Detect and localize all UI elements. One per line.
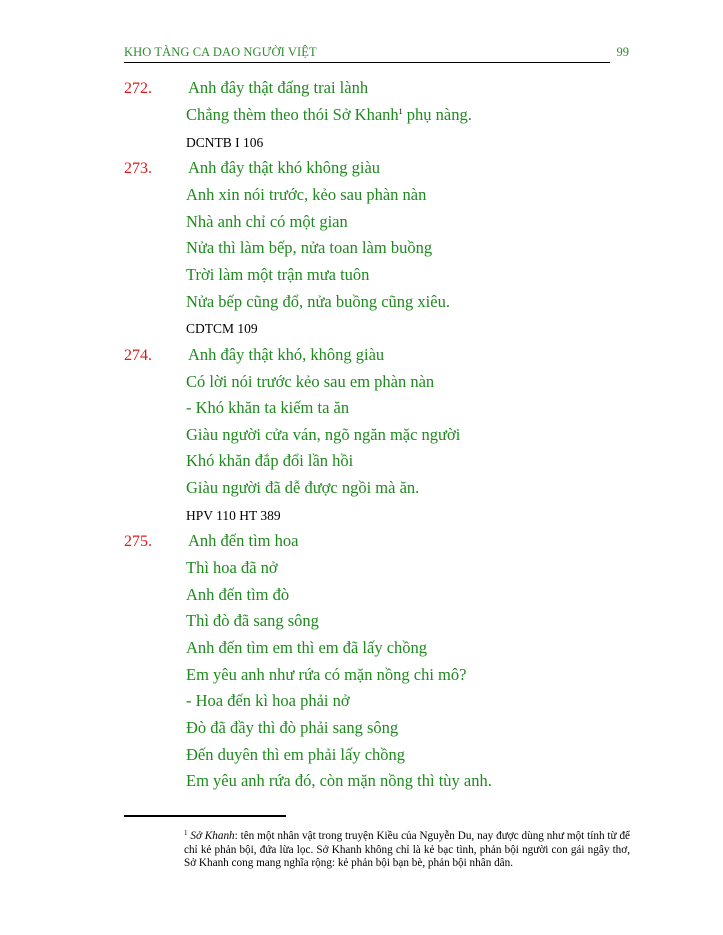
poem-line: - Hoa đến kì hoa phải nở	[186, 691, 350, 710]
poem-line: Anh đây thật đấng trai lành	[188, 78, 369, 97]
poem-line: Đến duyên thì em phải lấy chồng	[186, 745, 406, 764]
poem-number: 273.	[124, 160, 152, 177]
poem-line: Đò đã đầy thì đò phải sang sông	[186, 718, 399, 737]
poem-line: Anh xin nói trước, kẻo sau phàn nàn	[186, 185, 427, 204]
poem-line: Anh đến tìm em thì em đã lấy chồng	[186, 638, 428, 657]
poem-line: Anh đây thật khó không giàu	[188, 158, 381, 177]
poem-line: Nửa bếp cũng đổ, nửa buồng cũng xiêu.	[186, 292, 450, 311]
source-citation: CDTCM 109	[186, 321, 258, 336]
poem-number: 275.	[124, 533, 152, 550]
footnote-mark: 1	[184, 829, 188, 837]
poem-line: Nhà anh chỉ có một gian	[186, 212, 348, 231]
footnote-term: Sở Khanh	[190, 830, 235, 842]
poem-line: Em yêu anh rứa đó, còn mặn nồng thì tùy anh.	[186, 771, 492, 790]
footnote	[144, 827, 630, 871]
poem-line: Anh đến tìm đò	[186, 585, 290, 604]
footnote-reference: 1	[398, 107, 403, 116]
poem-line: Giàu người đã dễ được ngồi mà ăn.	[186, 478, 420, 497]
poem-line: - Khó khăn ta kiếm ta ăn	[186, 398, 350, 417]
footnote-separator	[124, 815, 286, 817]
poem-line: Trời làm một trận mưa tuôn	[186, 265, 370, 284]
poem-number: 272.	[124, 80, 152, 97]
poem-line: Em yêu anh như rứa có mặn nồng chi mô?	[186, 665, 467, 684]
poem-number: 274.	[124, 347, 152, 364]
running-header	[124, 44, 629, 63]
poem-line: Thì đò đã sang sông	[186, 611, 319, 630]
poem-line: Nửa thì làm bếp, nửa toan làm buồng	[186, 238, 433, 257]
poem-line: Anh đây thật khó, không giàu	[188, 345, 385, 364]
poem-line: Khó khăn đắp đổi lần hồi	[186, 451, 354, 470]
poem-line: Giàu người cửa ván, ngõ ngăn mặc người	[186, 425, 461, 444]
poem-line: Có lời nói trước kẻo sau em phàn nàn	[186, 372, 435, 391]
poem-line: Chẳng thèm theo thói Sở Khanh$^1$ phụ nàng.	[186, 105, 472, 124]
book-title: KHO TÀNG CA DAO NGƯỜI VIỆT	[124, 45, 317, 59]
source-citation: HPV 110 HT 389	[186, 508, 281, 523]
source-citation: DCNTB I 106	[186, 135, 264, 150]
poem-line: Thì hoa đã nở	[186, 558, 278, 577]
page-number: 99	[616, 45, 629, 59]
footnote-text: : tên một nhân vật trong truyện Kiều của Nguyễn Du, nay được dùng như một tính từ để chỉ kẻ phản bội, đứa lừa lọc. Sở Khanh không chỉ là kẻ bạc tình, phản bội người con gái ngây thơ, Sở Khanh cong mang nghĩa rộng: kẻ phản bội bạn bè, phản bội nhân dân.	[184, 830, 631, 869]
poem-line: Anh đến tìm hoa	[188, 531, 299, 550]
